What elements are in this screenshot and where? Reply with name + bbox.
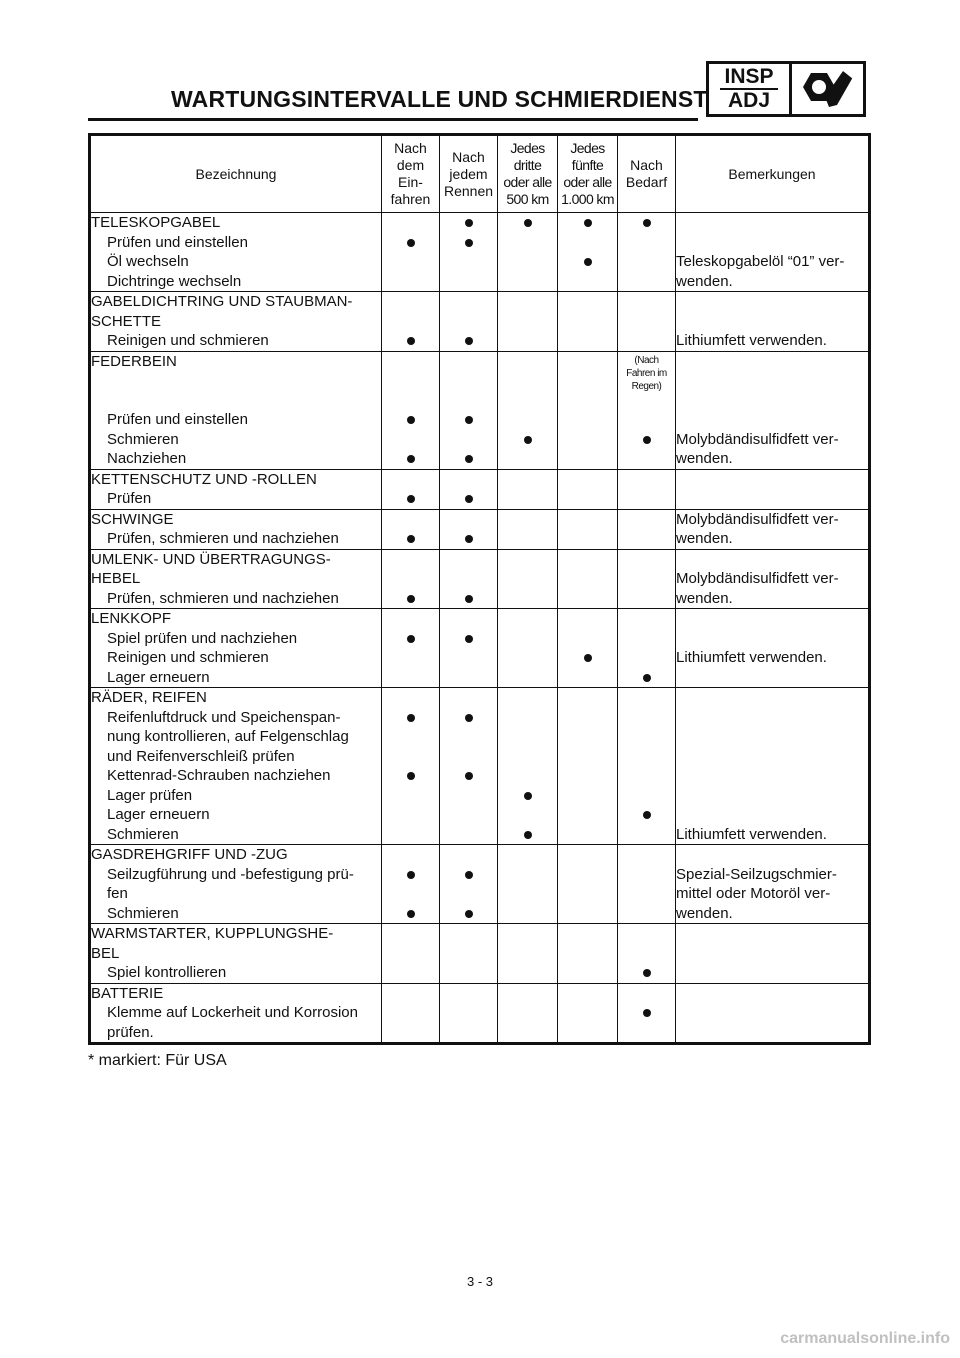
table-row [90, 924, 870, 984]
item-cell [90, 292, 382, 352]
column-header [382, 135, 440, 213]
interval-cell [618, 292, 676, 352]
interval-dot-icon [407, 416, 415, 424]
interval-cell [382, 213, 440, 292]
remark-line [676, 747, 868, 767]
page-title: WARTUNGSINTERVALLE UND SCHMIERDIENST [171, 86, 708, 112]
interval-cell [498, 549, 558, 609]
column-header-line: oder alle [503, 174, 552, 190]
column-header [618, 135, 676, 213]
interval-cell [498, 845, 558, 924]
remark-line: wenden. [676, 589, 733, 607]
remark-line [676, 371, 868, 391]
interval-dot-icon [643, 969, 651, 977]
interval-dot-icon [465, 714, 473, 722]
item-subline: Prüfen, schmieren und nachziehen [107, 589, 339, 607]
column-header-line: jedem [449, 165, 488, 182]
item-heading: GABELDICHTRING UND STAUBMAN- [91, 293, 353, 310]
item-cell [90, 351, 382, 469]
interval-dot-icon [643, 219, 651, 227]
item-cell [90, 213, 382, 292]
column-header-line: Bemerkungen [728, 165, 816, 182]
table-header-row [90, 135, 870, 213]
title-rule [88, 118, 698, 121]
column-header-line: Bedarf [625, 174, 668, 190]
remark-cell [676, 924, 870, 984]
interval-cell [498, 213, 558, 292]
item-cell [90, 983, 382, 1044]
column-header-line: 500 km [506, 191, 549, 207]
interval-cell [558, 845, 618, 924]
item-subline: Spiel prüfen und nachziehen [107, 629, 298, 647]
interval-dot-icon [524, 831, 532, 839]
remark-line: Lithiumfett verwenden. [676, 649, 827, 666]
item-heading: FEDERBEIN [91, 352, 177, 370]
item-subline: Öl wechseln [107, 253, 189, 270]
interval-cell [618, 688, 676, 845]
interval-cell [440, 549, 498, 609]
item-subline: Klemme auf Lockerheit und Korrosion [107, 1004, 358, 1021]
remark-cell [676, 845, 870, 924]
interval-dot-icon [407, 635, 415, 643]
interval-dot-icon [407, 595, 415, 603]
remark-line: Lithiumfett verwenden. [676, 332, 827, 349]
item-heading: KETTENSCHUTZ UND -ROLLEN [91, 470, 317, 488]
remark-line: mittel oder Motoröl ver- [676, 885, 831, 902]
interval-dot-icon [465, 772, 473, 780]
interval-cell [498, 509, 558, 549]
interval-cell [558, 469, 618, 509]
item-subline: prüfen. [107, 1023, 154, 1041]
interval-cell [498, 469, 558, 509]
wrench-nut-icon [792, 64, 863, 114]
remark-cell [676, 213, 870, 292]
column-header-line: dritte [513, 157, 542, 173]
column-header-line: Nach [394, 140, 427, 156]
interval-cell [440, 351, 498, 469]
remark-line [676, 213, 868, 233]
remark-line: Lithiumfett verwenden. [676, 825, 827, 843]
remark-cell [676, 983, 870, 1044]
item-subline: Reifenluftdruck und Speichenspan- [107, 708, 341, 726]
item-cell [90, 549, 382, 609]
interval-cell [382, 609, 440, 688]
interval-dot-icon [465, 635, 473, 643]
remark-line [676, 391, 868, 411]
interval-dot-icon [407, 495, 415, 503]
interval-cell [498, 983, 558, 1044]
item-subline: Prüfen und einstellen [107, 411, 248, 428]
interval-note [618, 352, 675, 411]
badge-text [709, 64, 792, 114]
interval-cell [498, 688, 558, 845]
interval-note-line: Fahren im [626, 367, 667, 379]
interval-cell [618, 351, 676, 469]
item-subline: Kettenrad-Schrauben nachziehen [107, 767, 331, 784]
interval-cell [618, 983, 676, 1044]
item-cell [90, 845, 382, 924]
item-subline: nung kontrollieren, auf Felgenschlag [107, 728, 349, 745]
interval-cell [618, 509, 676, 549]
interval-cell [382, 509, 440, 549]
interval-note-line: Regen) [631, 380, 662, 392]
interval-cell [618, 609, 676, 688]
remark-line [676, 629, 868, 649]
interval-dot-icon [643, 436, 651, 444]
interval-dot-icon [407, 714, 415, 722]
interval-dot-icon [465, 910, 473, 918]
item-subline: Dichtringe wechseln [107, 272, 242, 290]
interval-cell [618, 845, 676, 924]
interval-cell [440, 983, 498, 1044]
interval-cell [440, 609, 498, 688]
interval-cell [558, 609, 618, 688]
table-row [90, 351, 870, 469]
remark-cell [676, 509, 870, 549]
item-heading: SCHWINGE [91, 510, 174, 528]
interval-dot-icon [465, 455, 473, 463]
table-row [90, 213, 870, 292]
item-subline: Spiel kontrollieren [107, 964, 227, 981]
interval-dot-icon [584, 654, 592, 662]
column-header-line: oder alle [563, 174, 612, 190]
interval-dot-icon [465, 416, 473, 424]
column-header-line: Jedes [570, 140, 605, 156]
interval-dot-icon [643, 674, 651, 682]
interval-cell [558, 983, 618, 1044]
column-header-line: Nach [452, 148, 485, 165]
remark-line [676, 688, 868, 708]
section-badge [706, 61, 866, 117]
interval-cell [382, 924, 440, 984]
watermark: carmanualsonline.info [780, 1330, 950, 1347]
interval-cell [440, 213, 498, 292]
interval-cell [382, 292, 440, 352]
interval-cell [558, 549, 618, 609]
interval-cell [498, 351, 558, 469]
remark-line: Molybdändisulfidfett ver- [676, 510, 839, 528]
interval-dot-icon [407, 455, 415, 463]
column-header-line: Bezeichnung [195, 165, 277, 182]
interval-cell [382, 469, 440, 509]
interval-dot-icon [407, 337, 415, 345]
interval-dot-icon [524, 436, 532, 444]
table-row [90, 292, 870, 352]
remark-line [676, 845, 868, 865]
column-header [90, 135, 382, 213]
page-number: 3 - 3 [466, 1274, 493, 1289]
column-header-line: 1.000 km [561, 191, 614, 207]
interval-cell [558, 292, 618, 352]
interval-cell [382, 549, 440, 609]
remark-cell [676, 351, 870, 469]
table-row [90, 549, 870, 609]
interval-cell [618, 549, 676, 609]
item-subline [91, 391, 381, 411]
maintenance-table [88, 133, 871, 1045]
interval-dot-icon [407, 535, 415, 543]
footnote: * markiert: Für USA [88, 1052, 227, 1069]
interval-dot-icon [407, 239, 415, 247]
badge-insp-label: INSP [720, 66, 777, 90]
interval-cell [558, 924, 618, 984]
remark-line: wenden. [676, 450, 733, 467]
item-cell [90, 469, 382, 509]
interval-note-line: (Nach [634, 354, 659, 366]
item-heading: UMLENK- UND ÜBERTRAGUNGS- [91, 550, 331, 568]
item-subline: Prüfen und einstellen [107, 233, 248, 251]
remark-line: wenden. [676, 530, 733, 547]
item-heading: GASDREHGRIFF UND -ZUG [91, 846, 288, 863]
item-cell [90, 509, 382, 549]
remark-cell [676, 292, 870, 352]
item-subline: Nachziehen [107, 450, 187, 467]
remark-line [676, 550, 868, 570]
interval-cell [558, 509, 618, 549]
interval-dot-icon [465, 871, 473, 879]
item-heading: SCHETTE [91, 312, 162, 330]
remark-cell [676, 609, 870, 688]
interval-cell [498, 609, 558, 688]
table-row [90, 983, 870, 1044]
table-row [90, 688, 870, 845]
remark-line [676, 292, 868, 312]
interval-dot-icon [465, 535, 473, 543]
interval-cell [618, 469, 676, 509]
interval-dot-icon [465, 219, 473, 227]
interval-cell [382, 351, 440, 469]
item-heading: TELESKOPGABEL [91, 214, 221, 231]
remark-line [676, 805, 868, 825]
table-row [90, 469, 870, 509]
item-cell [90, 924, 382, 984]
remark-line: wenden. [676, 272, 733, 290]
remark-cell [676, 549, 870, 609]
item-subline: Lager erneuern [107, 668, 210, 686]
interval-dot-icon [524, 219, 532, 227]
remark-line: Teleskopgabelöl “01” ver- [676, 253, 845, 270]
interval-cell [382, 688, 440, 845]
interval-cell [440, 292, 498, 352]
column-header [440, 135, 498, 213]
interval-cell [498, 292, 558, 352]
remark-line [676, 609, 868, 629]
item-heading: RÄDER, REIFEN [91, 689, 207, 706]
item-subline: Reinigen und schmieren [107, 649, 269, 666]
item-subline: Schmieren [107, 825, 179, 843]
remark-cell [676, 469, 870, 509]
remark-line [676, 708, 868, 728]
column-header-line: fünfte [571, 157, 604, 173]
interval-dot-icon [465, 595, 473, 603]
interval-cell [440, 845, 498, 924]
item-subline: Reinigen und schmieren [107, 332, 269, 349]
interval-cell [440, 688, 498, 845]
remark-line: Molybdändisulfidfett ver- [676, 430, 839, 448]
table-row [90, 509, 870, 549]
column-header [498, 135, 558, 213]
item-subline: Prüfen, schmieren und nachziehen [107, 530, 339, 547]
item-subline: Lager erneuern [107, 806, 210, 823]
column-header-line: Jedes [510, 140, 545, 156]
interval-dot-icon [465, 495, 473, 503]
interval-cell [558, 688, 618, 845]
interval-dot-icon [643, 811, 651, 819]
interval-cell [382, 983, 440, 1044]
remark-line [676, 727, 868, 747]
column-header-line: Rennen [443, 182, 494, 199]
interval-cell [440, 924, 498, 984]
interval-dot-icon [465, 239, 473, 247]
item-cell [90, 688, 382, 845]
item-subline [91, 371, 381, 391]
item-subline: Seilzugführung und -befestigung prü- [107, 865, 354, 883]
interval-cell [618, 924, 676, 984]
column-header-line: Nach [630, 157, 663, 173]
interval-dot-icon [524, 792, 532, 800]
item-subline: fen [107, 885, 128, 902]
interval-cell [382, 845, 440, 924]
item-heading: BEL [91, 944, 120, 962]
interval-dot-icon [407, 910, 415, 918]
item-heading: LENKKOPF [91, 610, 172, 627]
column-header-line: dem [396, 157, 425, 173]
item-subline: Schmieren [107, 430, 179, 448]
remark-line [676, 786, 868, 806]
item-heading: WARMSTARTER, KUPPLUNGSHE- [91, 925, 334, 942]
item-heading: BATTERIE [91, 984, 164, 1002]
interval-dot-icon [465, 337, 473, 345]
item-subline: Schmieren [107, 904, 179, 922]
item-subline: und Reifenverschleiß prüfen [107, 747, 295, 765]
interval-cell [558, 351, 618, 469]
badge-adj-label: ADJ [727, 89, 770, 112]
interval-cell [440, 469, 498, 509]
item-heading: HEBEL [91, 570, 141, 587]
remark-line: Molybdändisulfidfett ver- [676, 570, 839, 587]
interval-cell [558, 213, 618, 292]
table-row [90, 609, 870, 688]
column-header-line: fahren [390, 191, 431, 207]
remark-line [676, 668, 868, 688]
item-cell [90, 609, 382, 688]
interval-cell [498, 924, 558, 984]
interval-cell [440, 509, 498, 549]
interval-cell [618, 213, 676, 292]
column-header [676, 135, 870, 213]
interval-dot-icon [407, 871, 415, 879]
interval-dot-icon [584, 258, 592, 266]
interval-dot-icon [407, 772, 415, 780]
remark-line [676, 352, 868, 372]
remark-line [676, 410, 868, 430]
table-row [90, 845, 870, 924]
remark-cell [676, 688, 870, 845]
remark-line [676, 312, 868, 332]
item-subline: Lager prüfen [107, 786, 193, 804]
remark-line: Spezial-Seilzugschmier- [676, 865, 837, 883]
column-header-line: Ein- [398, 174, 423, 190]
remark-line [676, 766, 868, 786]
item-subline: Prüfen [107, 490, 152, 507]
interval-dot-icon [584, 219, 592, 227]
remark-line [676, 233, 868, 253]
interval-dot-icon [643, 1009, 651, 1017]
remark-line: wenden. [676, 904, 733, 922]
column-header [558, 135, 618, 213]
